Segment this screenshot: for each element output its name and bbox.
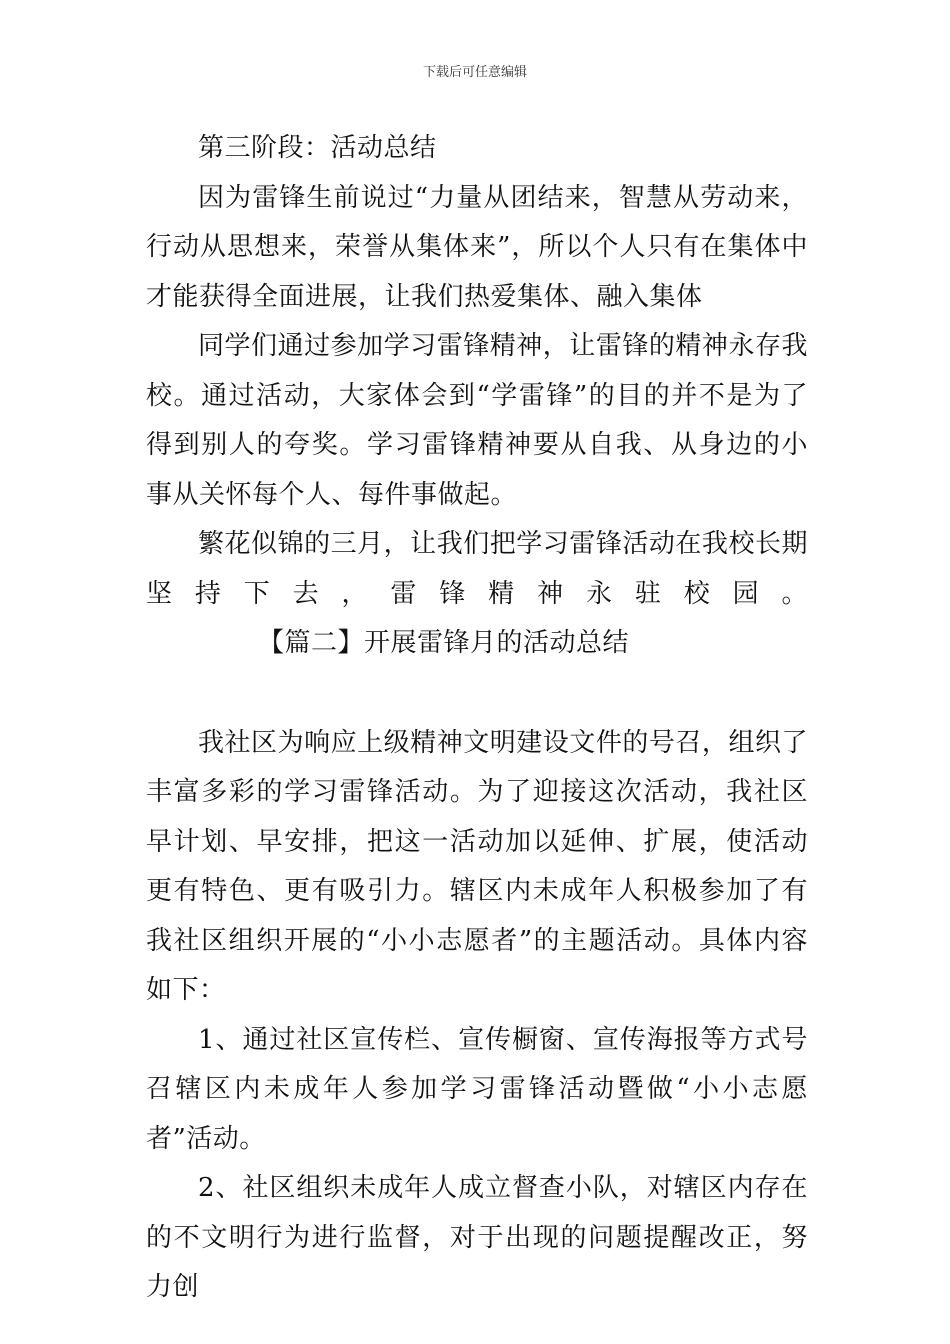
paragraph-closing: [146, 520, 808, 669]
section-two-title: 【篇二】开展雷锋月的活动总结: [258, 628, 630, 658]
paragraph-section2-intro: 我社区为响应上级精神文明建设文件的号召，组织了丰富多彩的学习雷锋活动。为了迎接这次活动，我社区早计划、早安排，把这一活动加以延伸、扩展，使活动更有特色、更有吸引力。辖区内未成年人积极参加了有我社区组织开展的“小小志愿者”的主题活动。具体内容如下：: [146, 727, 808, 1005]
paragraph-item-1: 1、通过社区宣传栏、宣传橱窗、宣传海报等方式号召辖区内未成年人参加学习雷锋活动暨做“小小志愿者”活动。: [146, 1024, 808, 1154]
document-body: [146, 124, 808, 1313]
paragraph-1: 因为雷锋生前说过“力量从团结来，智慧从劳动来，行动从思想来，荣誉从集体来”，所以个人只有在集体中才能获得全面进展，让我们热爱集体、融入集体: [146, 182, 808, 312]
paragraph-item-2: 2、社区组织未成年人成立督查小队，对辖区内存在的不文明行为进行监督，对于出现的问题提醒改正，努力创: [146, 1173, 808, 1302]
section-heading: 第三阶段：活动总结: [198, 133, 437, 163]
page-header-note: 下载后可任意编辑: [422, 65, 527, 80]
closing-text: 繁花似锦的三月，让我们把学习雷锋活动在我校长期坚持下去，雷锋精神永驻校园。: [146, 529, 808, 609]
paragraph-2: 同学们通过参加学习雷锋精神，让雷锋的精神永存我校。通过活动，大家体会到“学雷锋”的目的并不是为了得到别人的夸奖。学习雷锋精神要从自我、从身边的小事从关怀每个人、每件事做起。: [146, 331, 808, 510]
